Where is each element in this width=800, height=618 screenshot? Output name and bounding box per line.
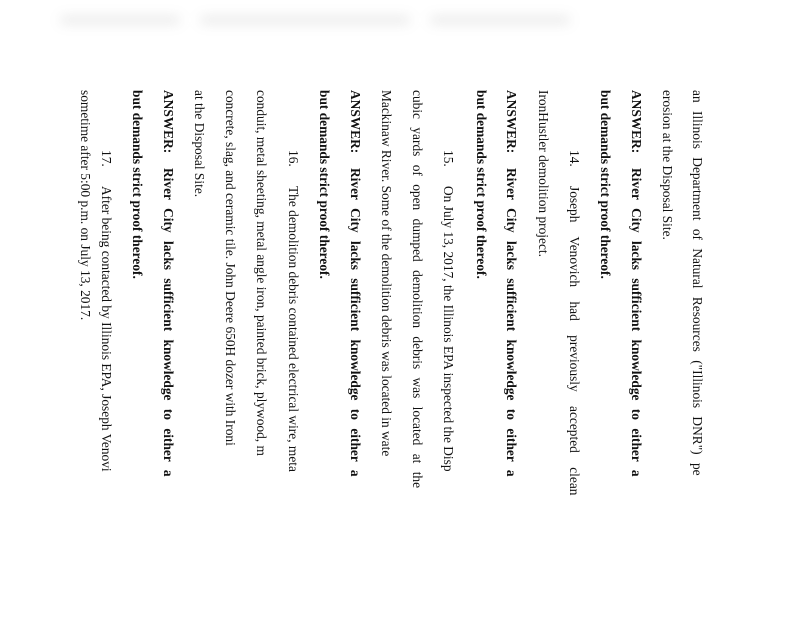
answer-text: River City lacks sufficient knowledge to either a [629, 168, 644, 477]
paragraph-number: 16. [286, 150, 301, 167]
answer-label: ANSWER: [504, 90, 519, 154]
paragraph-number: 15. [441, 150, 456, 167]
paragraph-number: 17. [99, 150, 114, 167]
answer-line [160, 90, 176, 477]
answer-line [503, 90, 519, 477]
text-line: sometime after 5:00 p.m. on July 13, 2017. [78, 90, 93, 321]
numbered-paragraph: 15.On July 13, 2017, the Illinois EPA inspected the Disp [441, 150, 456, 472]
answer-label: ANSWER: [161, 90, 176, 154]
text-line: at the Disposal Site. [192, 90, 207, 198]
numbered-paragraph: 14.Joseph Venovich had previously accepted clean [567, 150, 582, 496]
text-line: conduit, metal sheeting, metal angle iron, painted brick, plywood, m [254, 90, 269, 456]
text-line: but demands strict proof thereof. [598, 90, 613, 279]
text-line: an Illinois Department of Natural Resources ("Illinois DNR") pe [690, 90, 705, 476]
text-line: concrete, slag, and ceramic tile. John Deere 650H dozer with Ironi [223, 90, 238, 446]
answer-label: ANSWER: [629, 90, 644, 154]
numbered-paragraph: 16.The demolition debris contained electrical wire, meta [286, 150, 301, 472]
answer-label: ANSWER: [348, 90, 363, 154]
text-line: but demands strict proof thereof. [317, 90, 332, 279]
text-line: but demands strict proof thereof. [474, 90, 489, 279]
text-line: cubic yards of open dumped demolition debris was located at the [410, 90, 425, 489]
paragraph-number: 14. [567, 150, 582, 167]
answer-text: River City lacks sufficient knowledge to either a [348, 168, 363, 477]
answer-line [628, 90, 644, 477]
text-line: but demands strict proof thereof. [130, 90, 145, 279]
text-line: erosion at the Disposal Site. [660, 90, 675, 240]
answer-text: River City lacks sufficient knowledge to either a [504, 168, 519, 477]
numbered-paragraph: 17.After being contacted by Illinois EPA, Joseph Venovi [99, 150, 114, 472]
rotated-text-block [78, 90, 705, 618]
answer-text: River City lacks sufficient knowledge to either a [161, 168, 176, 477]
text-line: IronHustler demolition project. [536, 90, 551, 257]
text-line: Mackinaw River. Some of the demolition debris was located in wate [379, 90, 394, 457]
answer-line [347, 90, 363, 477]
